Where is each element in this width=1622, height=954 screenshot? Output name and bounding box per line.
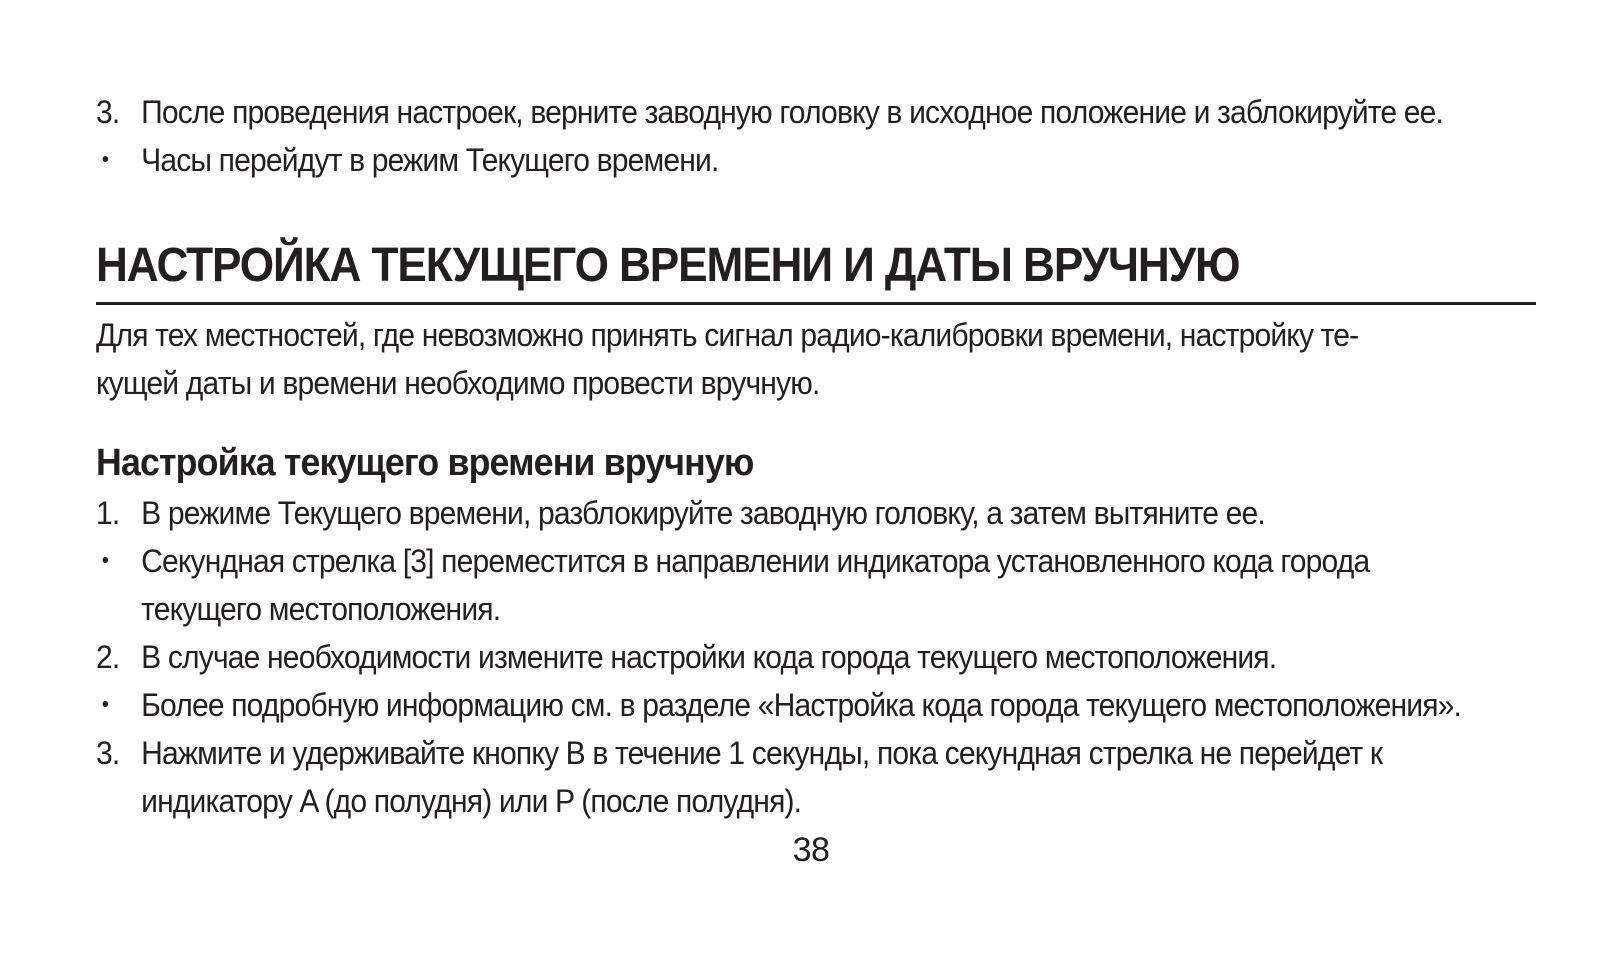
section-title: НАСТРОЙКА ТЕКУЩЕГО ВРЕМЕНИ И ДАТЫ ВРУЧНУЮ [96, 239, 1240, 292]
step-text: В режиме Текущего времени, разблокируйте заводную головку, а затем вытяните ее. [141, 495, 1265, 531]
bullet-icon [103, 701, 109, 707]
subsection-title: Настройка текущего времени вручную [96, 442, 754, 484]
list-item-step-3 [96, 729, 1450, 825]
manual-page [96, 88, 1536, 825]
bullet-text-line-1: Секундная стрелка [3] переместится в направлении индикатора установленного кода города [141, 543, 1370, 579]
section-divider [96, 302, 1536, 305]
intro-line-2: кущей даты и времени необходимо провести вручную. [96, 365, 820, 401]
intro-line-1: Для тех местностей, где невозможно принять сигнал радио-калибровки времени, настройку те- [96, 317, 1359, 353]
list-item-bullet [96, 681, 1462, 729]
step-number: 2. [96, 639, 120, 675]
step-text: В случае необходимости измените настройки кода города текущего местоположения. [141, 639, 1277, 675]
bullet-icon [103, 557, 109, 563]
step-number: 3. [96, 94, 120, 130]
list-item-bullet [96, 136, 1450, 184]
step-text-line-1: Нажмите и удерживайте кнопку B в течение 1 секунды, пока секундная стрелка не перейдет к [141, 735, 1383, 771]
page-number: 38 [792, 831, 830, 869]
step-text: После проведения настроек, верните заводную головку в исходное положение и заблокируйте ее. [141, 94, 1444, 130]
step-number: 1. [96, 495, 120, 531]
list-item-step-2 [96, 633, 1450, 681]
bullet-text-line-2: текущего местоположения. [141, 591, 501, 627]
step-text-line-2: индикатору A (до полудня) или P (после полудня). [141, 783, 802, 819]
list-item-step-1 [96, 489, 1450, 537]
bullet-text: Более подробную информацию см. в разделе «Настройка кода города текущего местоположения». [141, 687, 1462, 723]
list-item-bullet [96, 537, 1450, 633]
step-number: 3. [96, 735, 120, 771]
list-item-step-3 [96, 88, 1450, 136]
bullet-text: Часы перейдут в режим Текущего времени. [141, 142, 719, 178]
bullet-icon [103, 156, 109, 162]
